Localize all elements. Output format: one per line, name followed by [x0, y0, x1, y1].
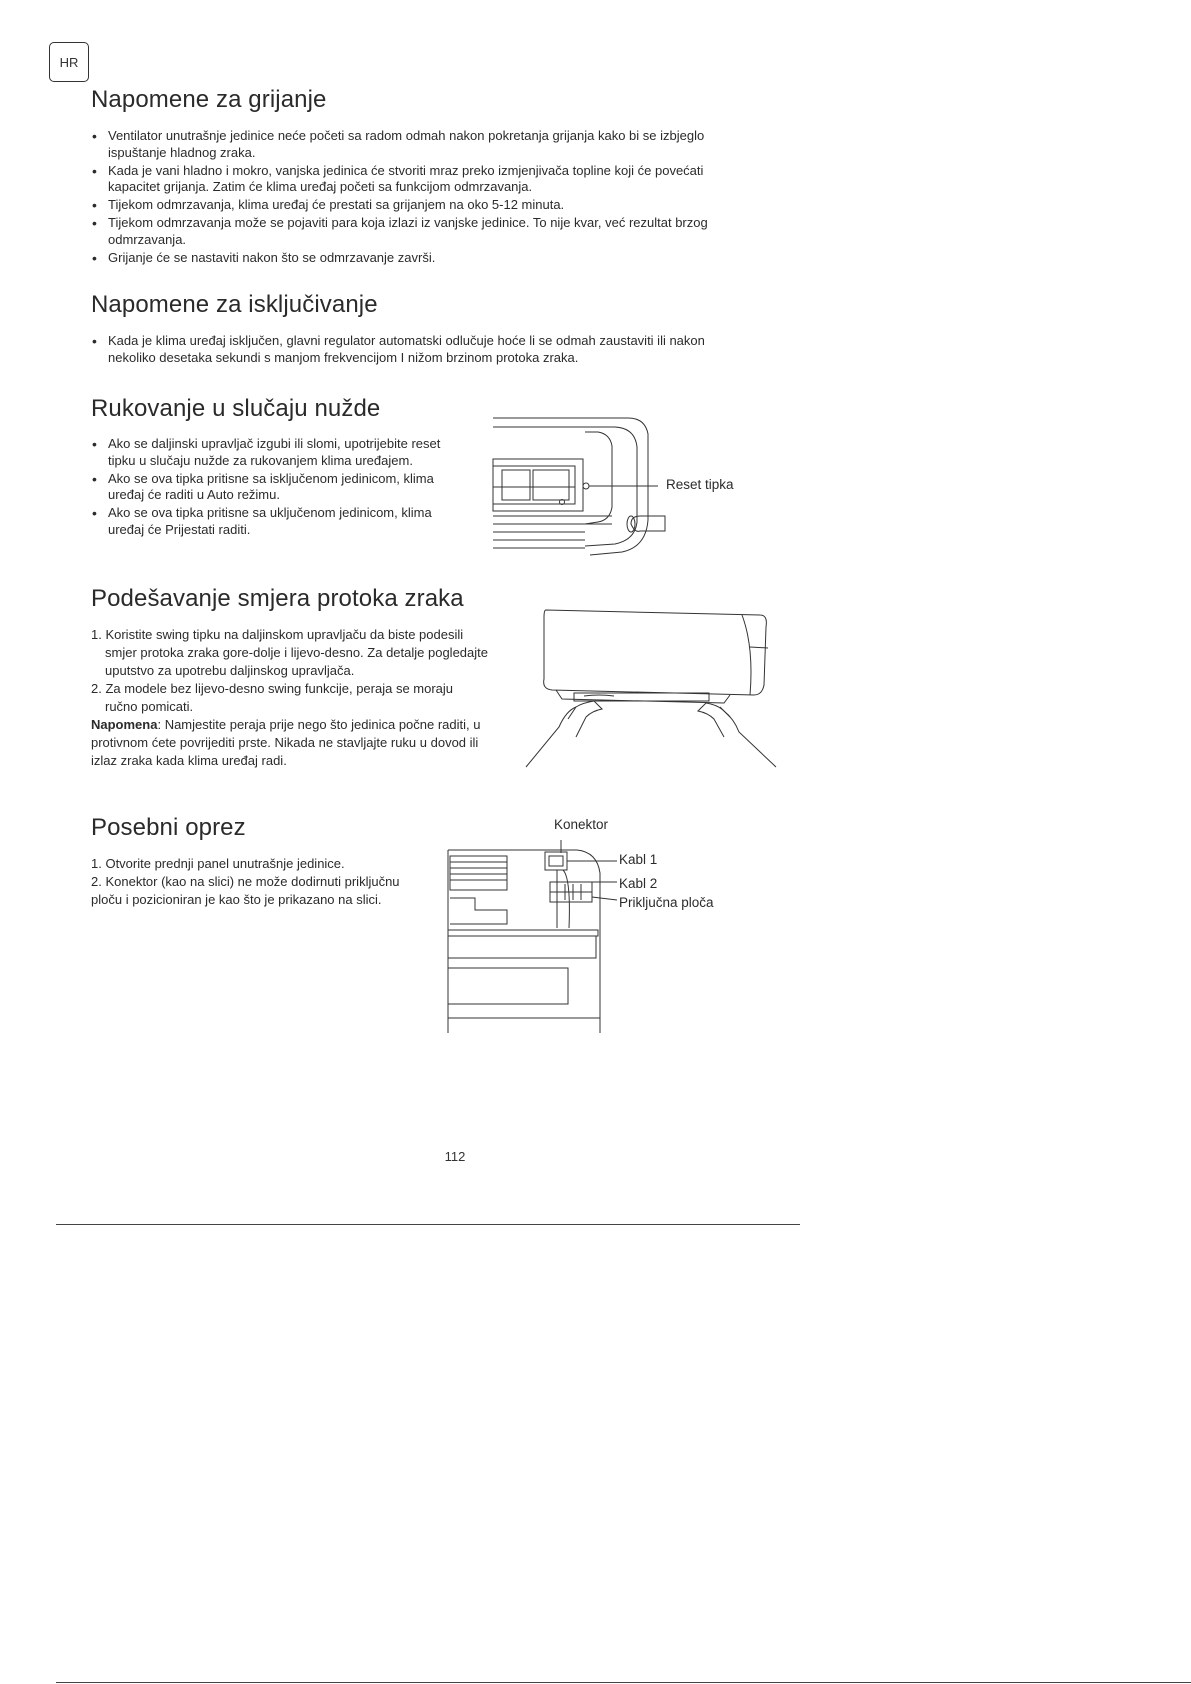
reset-button-illustration	[490, 412, 690, 557]
list-item: • Ako se daljinski upravljač izgubi ili slomi, upotrijebite reset tipku u slučaju nužde za rukovanjem klima uređajem.	[91, 436, 461, 469]
page-divider	[56, 1224, 800, 1225]
caution-step-2: 2. Konektor (kao na slici) ne može dodirnuti priključnu ploču i pozicioniran je kao što je prikazano na slici.	[91, 874, 400, 907]
airflow-step-2-continued: ručno pomicati.	[105, 699, 194, 714]
heating-notes-list	[91, 128, 741, 268]
page-number: 112	[444, 1149, 466, 1164]
heading-heating-notes: Napomene za grijanje	[91, 86, 327, 113]
caution-instructions	[91, 855, 421, 909]
list-item: • Grijanje će se nastaviti nakon što se odmrzavanje završi.	[91, 250, 741, 267]
airflow-step-2: 2. Za modele bez lijevo-desno swing funkcije, peraja se moraju	[91, 681, 454, 696]
reset-button-label: Reset tipka	[666, 477, 734, 492]
cable-1-label: Kabl 1	[619, 852, 658, 867]
airflow-step-1-continued: smjer protoka zraka gore-dolje i lijevo-desno. Za detalje pogledajte uputstvo za upotrebu daljinskog upravljača.	[105, 645, 488, 678]
list-item: • Kada je vani hladno i mokro, vanjska jedinica će stvoriti mraz preko izmjenjivača topline koji će povećati kapacitet grijanja. Zatim će klima uređaj početi sa funkcijom odmrzavanja.	[91, 163, 741, 196]
connector-label: Konektor	[554, 817, 609, 832]
language-badge: HR	[49, 42, 89, 82]
note-label: Napomena	[91, 717, 158, 732]
airflow-instructions	[91, 626, 491, 770]
shutdown-notes-list	[91, 333, 741, 368]
terminal-board-label: Priključna ploča	[619, 895, 714, 910]
list-item: • Tijekom odmrzavanja može se pojaviti para koja izlazi iz vanjske jedinice. To nije kvar, već rezultat brzog odmrzavanja.	[91, 215, 741, 248]
cable-2-label: Kabl 2	[619, 876, 658, 891]
heading-special-caution: Posebni oprez	[91, 814, 246, 841]
emergency-list	[91, 436, 461, 540]
list-item: • Ako se ova tipka pritisne sa uključenom jedinicom, klima uređaj će Prijestati raditi.	[91, 505, 461, 538]
list-item: • Tijekom odmrzavanja, klima uređaj će prestati sa grijanjem na oko 5-12 minuta.	[91, 197, 741, 214]
heading-emergency-operation: Rukovanje u slučaju nužde	[91, 395, 381, 422]
airflow-step-1: 1. Koristite swing tipku na daljinskom upravljaču da biste podesili	[91, 627, 464, 642]
list-item: • Ventilator unutrašnje jedinice neće početi sa radom odmah nakon pokretanja grijanja kako bi se izbjeglo ispuštanje hladnog zraka.	[91, 128, 741, 161]
list-item: • Kada je klima uređaj isključen, glavni regulator automatski odlučuje hoće li se odmah zaustaviti ili nakon nekoliko desetaka sekundi s manjom frekvencijom I nižom brzinom protoka zraka.	[91, 333, 741, 366]
airflow-note	[91, 716, 491, 770]
airflow-louver-illustration	[524, 607, 779, 770]
heading-airflow-direction: Podešavanje smjera protoka zraka	[91, 585, 464, 612]
connector-terminal-illustration	[445, 838, 620, 1038]
note-text: : Namjestite peraja prije nego što jedinica počne raditi, u protivnom ćete povrijediti prste. Nikada ne stavljajte ruku u dovod ili izlaz zraka kada klima uređaj radi.	[91, 717, 481, 768]
heading-shutdown-notes: Napomene za isključivanje	[91, 291, 378, 318]
caution-step-1: 1. Otvorite prednji panel unutrašnje jedinice.	[91, 856, 345, 871]
bottom-divider	[56, 1682, 1191, 1683]
list-item: • Ako se ova tipka pritisne sa isključenom jedinicom, klima uređaj će raditi u Auto režimu.	[91, 471, 461, 504]
